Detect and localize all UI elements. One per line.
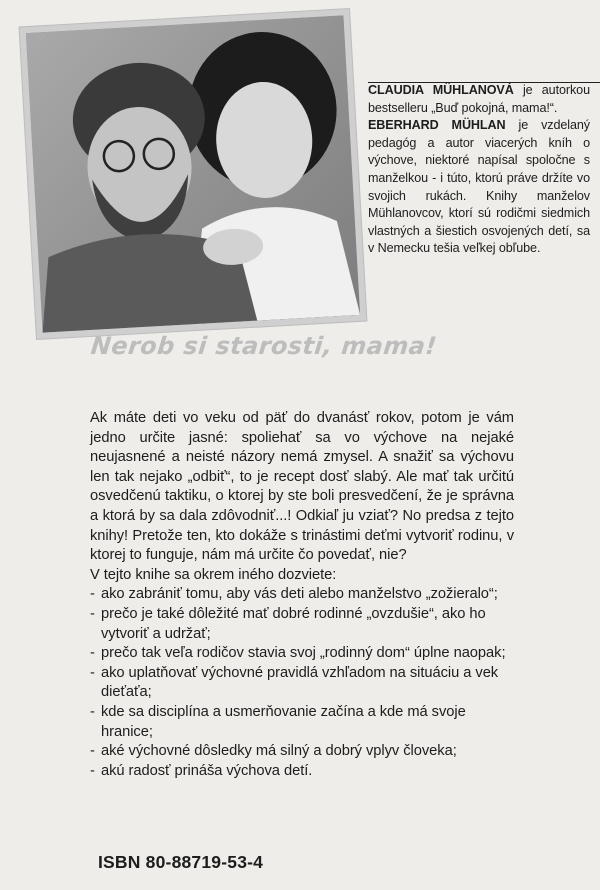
list-item: - prečo je také dôležité mať dobré rodinné „ovzdušie“, ako ho vytvoriť a udržať;	[90, 605, 514, 644]
topics-list	[90, 585, 514, 781]
description-paragraph: Ak máte deti vo veku od päť do dvanásť rokov, potom je vám jedno určite jasné: spoliehať sa vo výchove na nejaké neujasnené a neisté názory nemá zmysel. A snažiť sa výchovu len tak nejako „odbiť“, to je recept dosť slabý. Ale mať tak určitú osvedčenú taktiku, o ktorej by ste boli presvedčení, že je správna a ktorá by sa dala zdôvodniť...! Odkiaľ ju vziať? No predsa z tejto knihy! Pretože ten, kto dokáže s trinástimi deťmi vytvoriť rodinu, v ktorej to funguje, nám má určite čo povedať, nie?	[90, 410, 514, 564]
book-description	[90, 409, 514, 781]
author2-bio-text: je vzdelaný pedagóg a autor viacerých kníh o výchove, niektoré napísal spoločne s manželkou - i túto, ktorú práve držíte vo svojich rukách. Knihy manželov Mühlanovcov, ktorí sú rodičmi siedmich vlastných a šiestich osvojených detí, sa v Nemecku tešia veľkej obľube.	[368, 118, 590, 256]
list-item: - ako uplatňovať výchovné pravidlá vzhľadom na situáciu a vek dieťaťa;	[90, 664, 514, 703]
list-item: - kde sa disciplína a usmerňovanie začína a kde má svoje hranice;	[90, 703, 514, 742]
author1-bio-text: je autorkou bestselleru „Buď pokojná, mama!“.	[368, 83, 590, 115]
author-photo-image	[26, 15, 360, 332]
list-item: - ako zabrániť tomu, aby vás deti alebo manželstvo „zožieralo“;	[90, 585, 514, 605]
list-item: - akú radosť prináša výchova detí.	[90, 762, 514, 782]
author-bio	[368, 82, 590, 258]
list-item: - aké výchovné dôsledky má silný a dobrý vplyv človeka;	[90, 742, 514, 762]
book-subtitle: Nerob si starosti, mama!	[89, 332, 439, 360]
list-intro: V tejto knihe sa okrem iného dozviete:	[90, 566, 337, 583]
author-photo	[20, 9, 367, 339]
isbn-number: ISBN 80-88719-53-4	[98, 852, 264, 872]
author2-name: EBERHARD MÜHLAN	[368, 118, 506, 133]
list-item: - prečo tak veľa rodičov stavia svoj „rodinný dom“ úplne naopak;	[90, 644, 514, 664]
author1-name: CLAUDIA MÜHLANOVÁ	[368, 83, 514, 97]
